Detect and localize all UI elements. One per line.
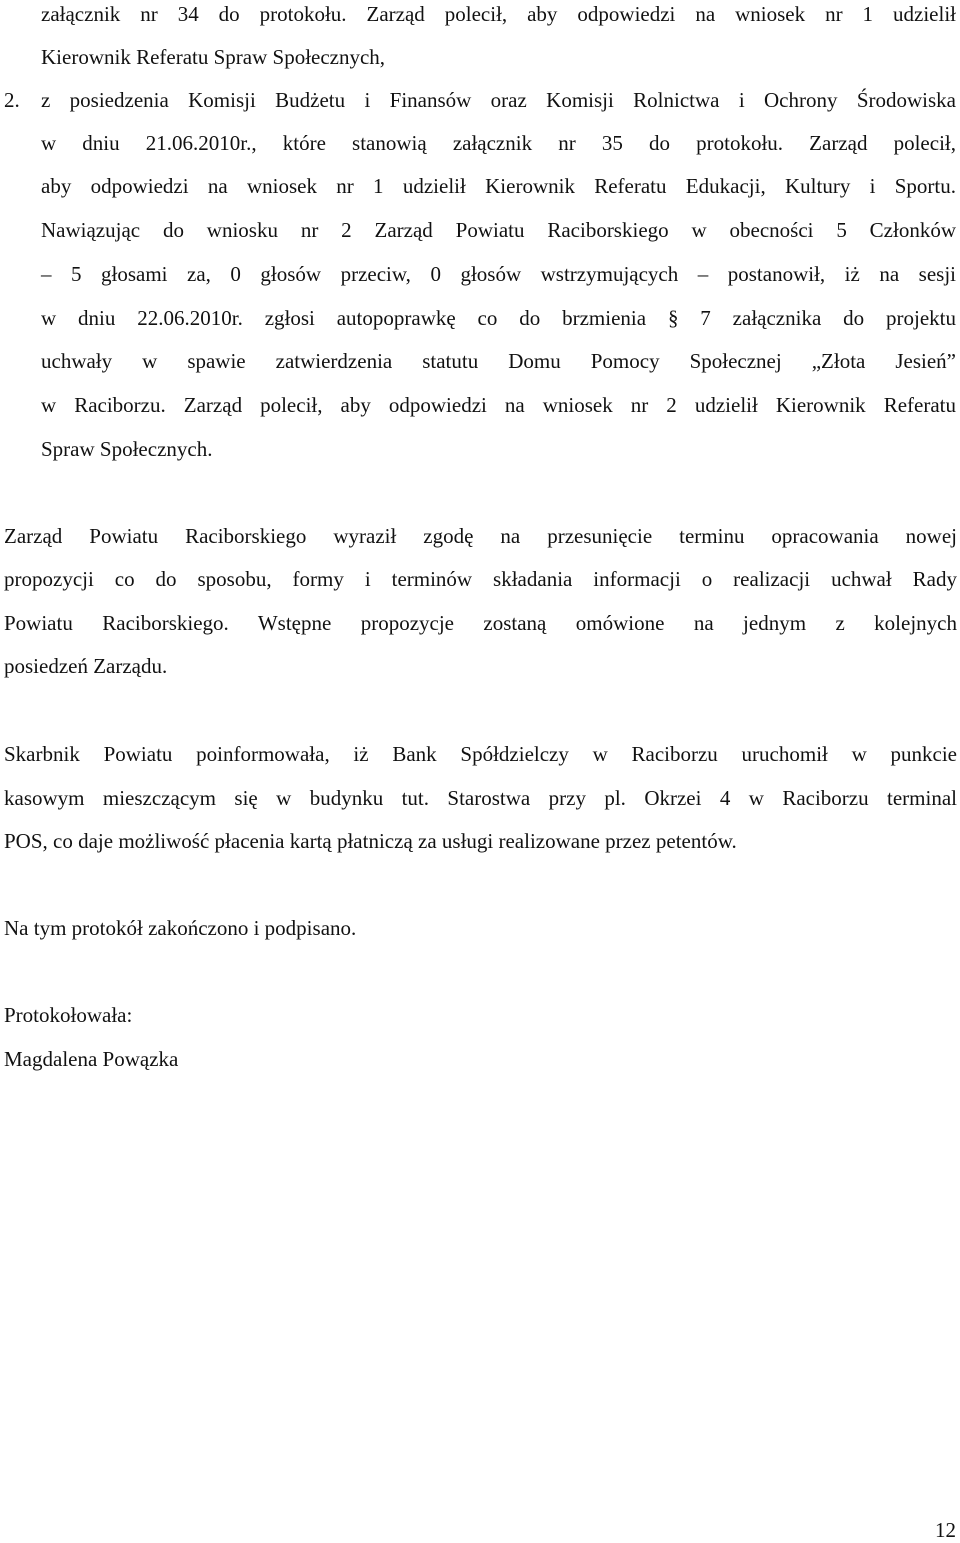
pos-line-1: Skarbnik Powiatu poinformowała, iż Bank Spółdzielczy w Raciborzu uruchomił w punkcie [4, 742, 957, 766]
signature-name: Magdalena Powązka [4, 1047, 179, 1071]
item2-line-5: – 5 głosami za, 0 głosów przeciw, 0 głosów wstrzymujących – postanowił, iż na sesji [41, 262, 956, 286]
item2-line-1: z posiedzenia Komisji Budżetu i Finansów oraz Komisji Rolnictwa i Ochrony Środowiska [41, 88, 956, 112]
deadline-line-2: propozycji co do sposobu, formy i terminów składania informacji o realizacji uchwał Rady [4, 567, 957, 591]
page-number: 12 [935, 1518, 956, 1542]
item2-line-9: Spraw Społecznych. [41, 437, 213, 461]
pos-line-3: POS, co daje możliwość płacenia kartą płatniczą za usługi realizowane przez petentów. [4, 829, 737, 853]
signature-label: Protokołowała: [4, 1003, 133, 1027]
item2-line-4: Nawiązując do wniosku nr 2 Zarząd Powiatu Raciborskiego w obecności 5 Członków [41, 218, 956, 242]
item2-line-7: uchwały w spawie zatwierdzenia statutu Domu Pomocy Społecznej „Złota Jesień” [41, 349, 956, 373]
item1-line-1: załącznik nr 34 do protokołu. Zarząd polecił, aby odpowiedzi na wniosek nr 1 udzielił [41, 2, 956, 26]
deadline-line-1: Zarząd Powiatu Raciborskiego wyraził zgodę na przesunięcie terminu opracowania nowej [4, 524, 957, 548]
item1-line-2: Kierownik Referatu Spraw Społecznych, [41, 45, 386, 69]
item2-line-2: w dniu 21.06.2010r., które stanowią załącznik nr 35 do protokołu. Zarząd polecił, [41, 131, 956, 155]
pos-line-2: kasowym mieszczącym się w budynku tut. Starostwa przy pl. Okrzei 4 w Raciborzu terminal [4, 786, 957, 810]
deadline-line-3: Powiatu Raciborskiego. Wstępne propozycje zostaną omówione na jednym z kolejnych [4, 611, 957, 635]
closing-statement: Na tym protokół zakończono i podpisano. [4, 916, 357, 940]
item2-number: 2. [4, 88, 20, 112]
item2-line-8: w Raciborzu. Zarząd polecił, aby odpowiedzi na wniosek nr 2 udzielił Kierownik Referatu [41, 393, 956, 417]
deadline-line-4: posiedzeń Zarządu. [4, 654, 168, 678]
item2-line-6: w dniu 22.06.2010r. zgłosi autopoprawkę co do brzmienia § 7 załącznika do projektu [41, 306, 956, 330]
item2-line-3: aby odpowiedzi na wniosek nr 1 udzielił Kierownik Referatu Edukacji, Kultury i Sportu. [41, 174, 956, 198]
